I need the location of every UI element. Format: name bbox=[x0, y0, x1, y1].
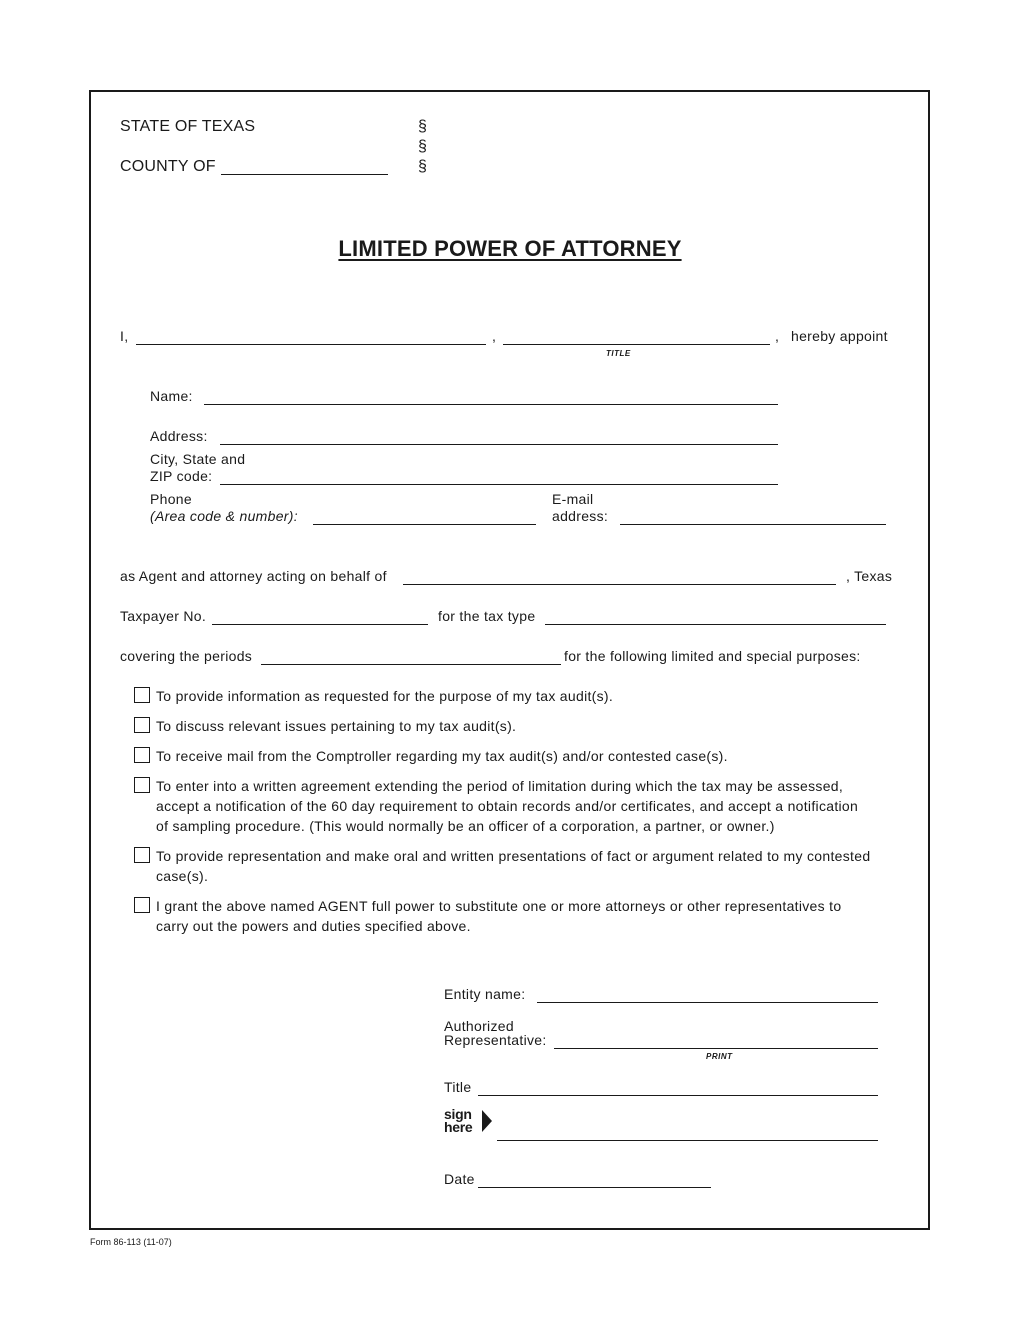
zip-label: ZIP code: bbox=[150, 468, 213, 484]
address-label: Address: bbox=[150, 428, 208, 444]
section-symbol: § bbox=[418, 118, 428, 135]
document-title: LIMITED POWER OF ATTORNEY bbox=[338, 236, 682, 261]
purpose-checkbox[interactable] bbox=[134, 777, 150, 793]
form-number: Form 86-113 (11-07) bbox=[90, 1237, 172, 1247]
sign-here-icon: sign here bbox=[444, 1106, 496, 1136]
tax-type-field[interactable] bbox=[545, 624, 886, 625]
purpose-text: I grant the above named AGENT full power to substitute one or more attorneys or other representatives to carry out the powers and duties specified above. bbox=[156, 898, 842, 934]
state-label: STATE OF TEXAS bbox=[120, 118, 256, 135]
section-symbol: § bbox=[418, 138, 428, 155]
purpose-text: To receive mail from the Comptroller regarding my tax audit(s) and/or contested case(s). bbox=[156, 748, 728, 764]
periods-suffix: for the following limited and special purposes: bbox=[564, 648, 861, 664]
purpose-text: To enter into a written agreement extending the period of limitation during which the tax may be assessed, accept a notification of the 60 day requirement to obtain records and/or certificates, and accept a notification of sampling procedure. (This would normally be an officer of a corporation, a partner, or owner.) bbox=[156, 778, 859, 834]
representative-label: Representative: bbox=[444, 1032, 547, 1048]
periods-field[interactable] bbox=[261, 664, 561, 665]
taxpayer-number-field[interactable] bbox=[212, 624, 428, 625]
hereby-appoint-label: hereby appoint bbox=[791, 328, 888, 344]
agent-city-field[interactable] bbox=[220, 484, 778, 485]
sign-arrow-icon bbox=[482, 1110, 492, 1132]
taxpayer-label: Taxpayer No. bbox=[120, 608, 207, 624]
entity-name-label: Entity name: bbox=[444, 986, 526, 1002]
purpose-checkbox[interactable] bbox=[134, 897, 150, 913]
signature-field[interactable] bbox=[497, 1140, 878, 1141]
phone-label: Phone bbox=[150, 491, 192, 507]
purpose-text: To discuss relevant issues pertaining to my tax audit(s). bbox=[156, 718, 517, 734]
authorized-label: Authorized bbox=[444, 1018, 514, 1034]
comma: , bbox=[775, 328, 780, 344]
agent-name-field[interactable] bbox=[204, 404, 778, 405]
county-field[interactable] bbox=[221, 174, 388, 175]
section-symbol: § bbox=[418, 158, 428, 175]
entity-name-field[interactable] bbox=[537, 1002, 878, 1003]
county-label: COUNTY OF bbox=[120, 158, 216, 175]
purpose-checkbox[interactable] bbox=[134, 687, 150, 703]
texas-suffix: , Texas bbox=[846, 568, 893, 584]
agent-phone-field[interactable] bbox=[313, 524, 536, 525]
i-label: I, bbox=[120, 328, 129, 344]
purpose-checkbox[interactable] bbox=[134, 717, 150, 733]
tax-type-label: for the tax type bbox=[438, 608, 536, 624]
grantor-title-field[interactable] bbox=[503, 344, 770, 345]
print-caption: PRINT bbox=[706, 1052, 733, 1061]
comma: , bbox=[492, 328, 497, 344]
name-label: Name: bbox=[150, 388, 193, 404]
email-sublabel: address: bbox=[552, 508, 609, 524]
phone-sublabel: (Area code & number): bbox=[150, 508, 298, 524]
principal-field[interactable] bbox=[403, 584, 836, 585]
purpose-checkbox[interactable] bbox=[134, 847, 150, 863]
periods-label: covering the periods bbox=[120, 648, 253, 664]
purpose-text: To provide representation and make oral and written presentations of fact or argument related to my contested case(s). bbox=[156, 848, 871, 884]
agent-address-field[interactable] bbox=[220, 444, 778, 445]
title-field[interactable] bbox=[478, 1095, 878, 1096]
title-caption: TITLE bbox=[606, 349, 631, 358]
behalf-label: as Agent and attorney acting on behalf of bbox=[120, 568, 387, 584]
city-label: City, State and bbox=[150, 451, 246, 467]
purpose-checkbox[interactable] bbox=[134, 747, 150, 763]
date-field[interactable] bbox=[478, 1187, 711, 1188]
purpose-text: To provide information as requested for the purpose of my tax audit(s). bbox=[156, 688, 614, 704]
agent-email-field[interactable] bbox=[620, 524, 886, 525]
representative-field[interactable] bbox=[554, 1048, 878, 1049]
grantor-name-field[interactable] bbox=[136, 344, 486, 345]
title-label: Title bbox=[444, 1079, 472, 1095]
email-label: E-mail bbox=[552, 491, 594, 507]
date-label: Date bbox=[444, 1171, 475, 1187]
